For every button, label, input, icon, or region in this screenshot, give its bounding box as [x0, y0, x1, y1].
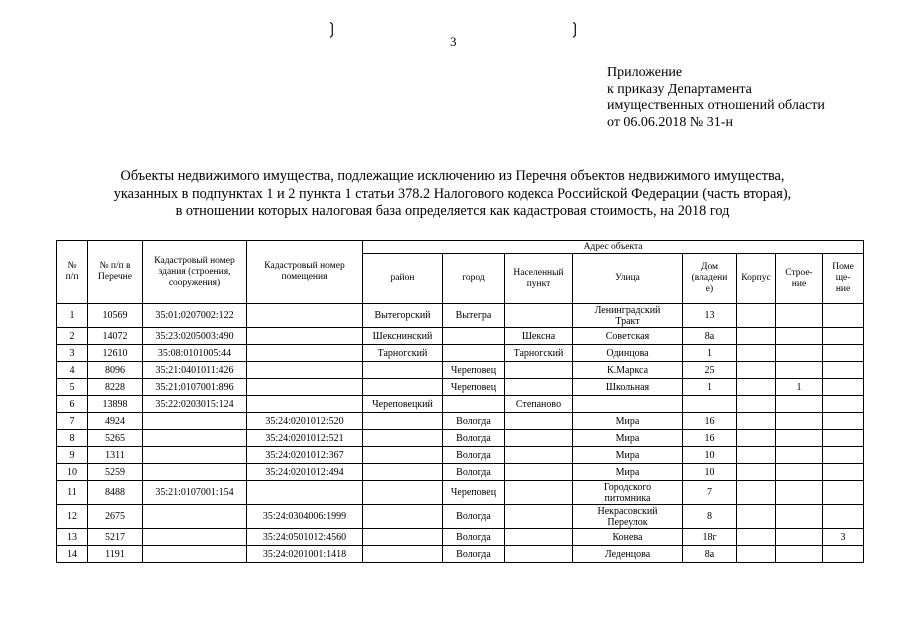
table-row	[57, 362, 864, 379]
cell-num: 12	[57, 505, 88, 529]
cell-city	[443, 328, 505, 345]
cell-room: 3	[823, 529, 864, 546]
cell-room-cadastral: 35:24:0201012:367	[247, 447, 363, 464]
table-row	[57, 396, 864, 413]
cell-room-cadastral	[247, 345, 363, 362]
cell-district: Шекснинский	[363, 328, 443, 345]
cell-district	[363, 546, 443, 563]
cell-num: 4	[57, 362, 88, 379]
cell-district	[363, 481, 443, 505]
cell-house: 1	[683, 379, 737, 396]
table-row	[57, 447, 864, 464]
table-row	[57, 546, 864, 563]
cell-city: Вытегра	[443, 304, 505, 328]
cell-list-num: 1191	[88, 546, 143, 563]
cell-locality	[505, 379, 573, 396]
header-district: район	[363, 254, 443, 304]
header-address: Адрес объекта	[363, 241, 864, 254]
cell-district	[363, 379, 443, 396]
property-table	[56, 240, 864, 563]
cell-room	[823, 481, 864, 505]
header-room-cadastral: Кадастровый номер помещения	[247, 241, 363, 304]
cell-house: 8а	[683, 328, 737, 345]
cell-house: 1	[683, 345, 737, 362]
cell-num: 14	[57, 546, 88, 563]
cell-city: Череповец	[443, 362, 505, 379]
cell-korpus	[737, 505, 776, 529]
cell-stroenie	[776, 481, 823, 505]
cell-house: 13	[683, 304, 737, 328]
page-number: 3	[450, 34, 457, 49]
document-title	[40, 168, 865, 221]
cell-house: 16	[683, 413, 737, 430]
table-body	[57, 304, 864, 563]
cell-list-num: 13898	[88, 396, 143, 413]
cell-room	[823, 304, 864, 328]
title-line: указанных в подпунктах 1 и 2 пункта 1 статьи 378.2 Налогового кодекса Российской Федерации (часть вторая),	[113, 185, 792, 202]
cell-locality: Тарногский	[505, 345, 573, 362]
cell-room-cadastral: 35:24:0201012:521	[247, 430, 363, 447]
header-room: Поме ще- ние	[823, 254, 864, 304]
cell-room	[823, 396, 864, 413]
cell-room-cadastral	[247, 379, 363, 396]
cell-street: Мира	[573, 464, 683, 481]
cell-korpus	[737, 345, 776, 362]
cell-room-cadastral: 35:24:0201012:520	[247, 413, 363, 430]
cell-house: 25	[683, 362, 737, 379]
cell-city: Вологда	[443, 447, 505, 464]
appendix-line: от 06.06.2018 № 31-н	[607, 114, 733, 130]
cell-city: Вологда	[443, 413, 505, 430]
cell-korpus	[737, 304, 776, 328]
cell-street: К.Маркса	[573, 362, 683, 379]
cell-num: 5	[57, 379, 88, 396]
cell-room-cadastral	[247, 396, 363, 413]
cell-room-cadastral: 35:24:0501012:4560	[247, 529, 363, 546]
table-row	[57, 505, 864, 529]
cell-district	[363, 505, 443, 529]
cell-room	[823, 328, 864, 345]
cell-city: Вологда	[443, 505, 505, 529]
appendix-line: имущественных отношений области	[607, 98, 825, 113]
cell-stroenie	[776, 430, 823, 447]
cell-num: 8	[57, 430, 88, 447]
cell-street: Советская	[573, 328, 683, 345]
cell-room-cadastral: 35:24:0201012:494	[247, 464, 363, 481]
header-stroenie: Строе- ние	[776, 254, 823, 304]
cell-building-cadastral	[143, 430, 247, 447]
cell-korpus	[737, 430, 776, 447]
cell-district	[363, 362, 443, 379]
cell-house: 16	[683, 430, 737, 447]
cell-korpus	[737, 464, 776, 481]
cell-building-cadastral	[143, 546, 247, 563]
cell-room-cadastral	[247, 481, 363, 505]
header-locality: Населенный пункт	[505, 254, 573, 304]
cell-locality	[505, 430, 573, 447]
cell-locality	[505, 464, 573, 481]
cell-city: Вологда	[443, 546, 505, 563]
cell-stroenie	[776, 304, 823, 328]
cell-num: 3	[57, 345, 88, 362]
scan-mark-right: ❳	[568, 21, 582, 38]
cell-korpus	[737, 362, 776, 379]
cell-list-num: 5265	[88, 430, 143, 447]
cell-building-cadastral: 35:08:0101005:44	[143, 345, 247, 362]
cell-locality	[505, 481, 573, 505]
cell-list-num: 8228	[88, 379, 143, 396]
cell-district	[363, 430, 443, 447]
header-num: № п/п	[57, 241, 88, 304]
cell-list-num: 8096	[88, 362, 143, 379]
cell-list-num: 4924	[88, 413, 143, 430]
cell-street: Конева	[573, 529, 683, 546]
cell-korpus	[737, 481, 776, 505]
cell-city: Череповец	[443, 379, 505, 396]
cell-locality	[505, 447, 573, 464]
cell-num: 7	[57, 413, 88, 430]
title-line: в отношении которых налоговая база определяется как кадастровая стоимость, на 2018 год	[175, 203, 730, 219]
appendix-line: к приказу Департамента	[607, 81, 752, 97]
cell-room	[823, 430, 864, 447]
cell-building-cadastral	[143, 464, 247, 481]
cell-list-num: 5217	[88, 529, 143, 546]
cell-stroenie	[776, 529, 823, 546]
header-building-cadastral: Кадастровый номер здания (строения, сооружения)	[143, 241, 247, 304]
cell-building-cadastral: 35:21:0107001:154	[143, 481, 247, 505]
cell-room	[823, 546, 864, 563]
cell-room-cadastral	[247, 304, 363, 328]
cell-street: Одинцова	[573, 345, 683, 362]
cell-building-cadastral	[143, 529, 247, 546]
cell-num: 13	[57, 529, 88, 546]
header-korpus: Корпус	[737, 254, 776, 304]
cell-korpus	[737, 447, 776, 464]
cell-locality: Степаново	[505, 396, 573, 413]
cell-stroenie: 1	[776, 379, 823, 396]
cell-building-cadastral	[143, 413, 247, 430]
cell-stroenie	[776, 505, 823, 529]
cell-stroenie	[776, 328, 823, 345]
cell-list-num: 12610	[88, 345, 143, 362]
cell-street: Школьная	[573, 379, 683, 396]
title-line: Объекты недвижимого имущества, подлежащие исключению из Перечня объектов недвижимого имущества,	[120, 168, 785, 184]
table-row	[57, 328, 864, 345]
cell-house: 10	[683, 464, 737, 481]
cell-room	[823, 379, 864, 396]
cell-korpus	[737, 413, 776, 430]
cell-room	[823, 413, 864, 430]
cell-room-cadastral: 35:24:0304006:1999	[247, 505, 363, 529]
cell-district: Тарногский	[363, 345, 443, 362]
cell-stroenie	[776, 413, 823, 430]
cell-stroenie	[776, 447, 823, 464]
cell-street: Мира	[573, 447, 683, 464]
cell-building-cadastral	[143, 505, 247, 529]
cell-stroenie	[776, 546, 823, 563]
cell-korpus	[737, 379, 776, 396]
cell-street: Леденцова	[573, 546, 683, 563]
appendix-line: Приложение	[607, 65, 683, 80]
cell-street: Городского питомника	[573, 481, 683, 505]
cell-num: 10	[57, 464, 88, 481]
cell-district	[363, 464, 443, 481]
table-row	[57, 304, 864, 328]
cell-stroenie	[776, 396, 823, 413]
cell-city: Вологда	[443, 529, 505, 546]
cell-city: Вологда	[443, 430, 505, 447]
cell-locality	[505, 505, 573, 529]
table-row	[57, 345, 864, 362]
cell-street: Некрасовский Переулок	[573, 505, 683, 529]
cell-room	[823, 362, 864, 379]
cell-district	[363, 447, 443, 464]
header-street: Улица	[573, 254, 683, 304]
cell-room	[823, 345, 864, 362]
cell-korpus	[737, 396, 776, 413]
cell-num: 2	[57, 328, 88, 345]
appendix-block	[607, 65, 897, 131]
table-row	[57, 430, 864, 447]
cell-house: 8а	[683, 546, 737, 563]
table-row	[57, 464, 864, 481]
cell-district: Череповецкий	[363, 396, 443, 413]
cell-district: Вытегорский	[363, 304, 443, 328]
cell-city: Череповец	[443, 481, 505, 505]
cell-korpus	[737, 546, 776, 563]
cell-num: 11	[57, 481, 88, 505]
cell-stroenie	[776, 345, 823, 362]
cell-locality	[505, 362, 573, 379]
cell-street: Ленинградский Тракт	[573, 304, 683, 328]
cell-house	[683, 396, 737, 413]
cell-list-num: 2675	[88, 505, 143, 529]
cell-building-cadastral: 35:21:0107001:896	[143, 379, 247, 396]
cell-num: 6	[57, 396, 88, 413]
header-list-num: № п/п в Перечне	[88, 241, 143, 304]
cell-room-cadastral: 35:24:0201001:1418	[247, 546, 363, 563]
cell-stroenie	[776, 464, 823, 481]
header-city: город	[443, 254, 505, 304]
cell-street	[573, 396, 683, 413]
cell-building-cadastral: 35:01:0207002:122	[143, 304, 247, 328]
cell-room-cadastral	[247, 362, 363, 379]
cell-building-cadastral: 35:21:0401011:426	[143, 362, 247, 379]
cell-house: 8	[683, 505, 737, 529]
cell-locality	[505, 546, 573, 563]
cell-locality	[505, 529, 573, 546]
table-row	[57, 379, 864, 396]
cell-building-cadastral: 35:23:0205003:490	[143, 328, 247, 345]
cell-stroenie	[776, 362, 823, 379]
table-row	[57, 481, 864, 505]
cell-city	[443, 345, 505, 362]
table-row	[57, 529, 864, 546]
cell-korpus	[737, 328, 776, 345]
cell-list-num: 14072	[88, 328, 143, 345]
cell-room	[823, 464, 864, 481]
table-row	[57, 413, 864, 430]
cell-korpus	[737, 529, 776, 546]
cell-street: Мира	[573, 413, 683, 430]
cell-building-cadastral: 35:22:0203015:124	[143, 396, 247, 413]
cell-list-num: 1311	[88, 447, 143, 464]
cell-locality	[505, 304, 573, 328]
cell-street: Мира	[573, 430, 683, 447]
cell-district	[363, 529, 443, 546]
header-house: Дом (владени е)	[683, 254, 737, 304]
cell-district	[363, 413, 443, 430]
scan-mark-left: ❳	[325, 21, 339, 38]
cell-num: 1	[57, 304, 88, 328]
cell-num: 9	[57, 447, 88, 464]
cell-building-cadastral	[143, 447, 247, 464]
cell-locality: Шексна	[505, 328, 573, 345]
cell-city	[443, 396, 505, 413]
cell-house: 7	[683, 481, 737, 505]
cell-house: 18г	[683, 529, 737, 546]
cell-list-num: 8488	[88, 481, 143, 505]
cell-list-num: 10569	[88, 304, 143, 328]
cell-city: Вологда	[443, 464, 505, 481]
cell-room-cadastral	[247, 328, 363, 345]
cell-list-num: 5259	[88, 464, 143, 481]
cell-room	[823, 447, 864, 464]
cell-locality	[505, 413, 573, 430]
cell-room	[823, 505, 864, 529]
cell-house: 10	[683, 447, 737, 464]
